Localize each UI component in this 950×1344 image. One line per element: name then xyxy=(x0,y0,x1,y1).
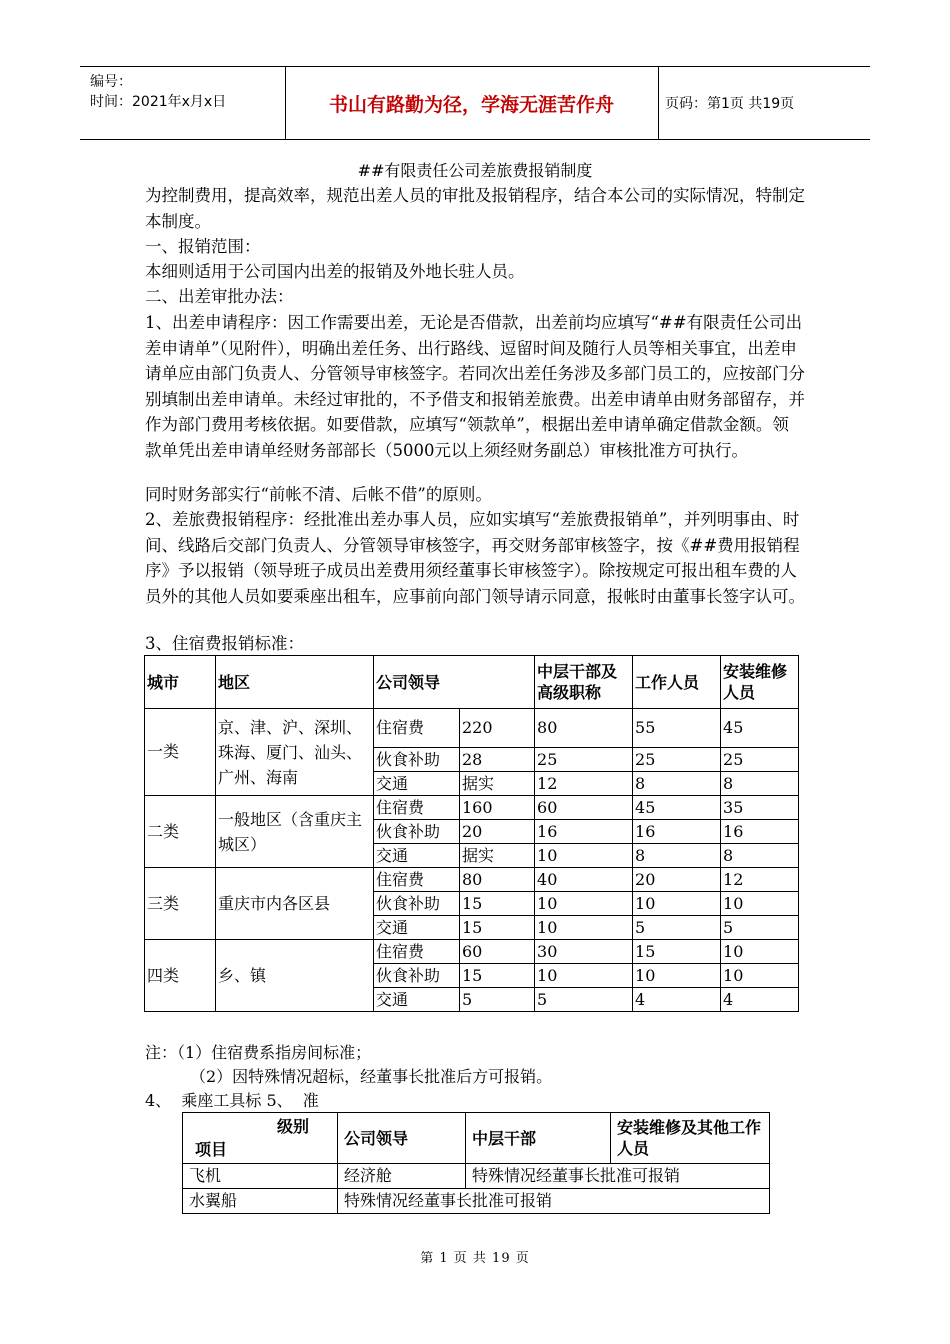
table-cell: 住宿费 xyxy=(374,940,460,964)
table-cell: 水翼船 xyxy=(183,1189,338,1214)
header-cell: 地区 xyxy=(216,656,374,709)
table-cell: 伙食补助 xyxy=(374,964,460,988)
table-cell: 4 xyxy=(633,988,721,1012)
table-cell: 住宿费 xyxy=(374,796,460,820)
paragraph: 1、出差申请程序：因工作需要出差，无论是否借款，出差前均应填写“##有限责任公司出差申请单”（见附件），明确出差任务、出行路线、逗留时间及随行人员等相关事宜，出差申请单应由部门负责人、分管领导审核签字。若同次出差任务涉及多部门员工的，应按部门分别填制出差申请单。未经过审批的，不予借支和报销差旅费。出差申请单由财务部留存，并作为部门费用考核依据。如要借款，应填写“领款单”，根据出差申请单确定借款金额。领款单凭出差申请单经财务部部长（5000元以上须经财务副总）审核批准方可执行。 xyxy=(145,313,805,460)
table-cell: 25 xyxy=(633,748,721,772)
table-cell: 16 xyxy=(721,820,799,844)
city-cell: 三类 xyxy=(145,868,216,940)
table-cell: 特殊情况经董事长批准可报销 xyxy=(466,1164,770,1189)
table-cell: 60 xyxy=(535,796,633,820)
table-cell: 10 xyxy=(721,892,799,916)
table-cell: 8 xyxy=(633,772,721,796)
header-cell: 中层干部及高级职称 xyxy=(535,656,633,709)
table-cell: 8 xyxy=(721,844,799,868)
paragraph: 同时财务部实行“前帐不清、后帐不借”的原则。 xyxy=(145,485,492,504)
table-cell: 40 xyxy=(535,868,633,892)
header-cell: 安装维修人员 xyxy=(721,656,799,709)
region-cell: 重庆市内各区县 xyxy=(216,868,374,940)
table-cell: 12 xyxy=(721,868,799,892)
table-cell: 5 xyxy=(721,916,799,940)
header-page-info: 页码：第1页 共19页 xyxy=(665,96,795,112)
header-divider xyxy=(658,67,659,139)
table-cell: 10 xyxy=(633,964,721,988)
header-meta xyxy=(90,72,226,112)
table-cell: 220 xyxy=(460,709,535,748)
accommodation-standard-table xyxy=(144,655,799,1012)
table-cell: 10 xyxy=(721,940,799,964)
table-cell: 据实 xyxy=(460,772,535,796)
table-cell: 特殊情况经董事长批准可报销 xyxy=(338,1189,770,1214)
city-cell: 一类 xyxy=(145,709,216,796)
table-cell: 5 xyxy=(460,988,535,1012)
table-cell: 伙食补助 xyxy=(374,748,460,772)
table-cell: 16 xyxy=(535,820,633,844)
transport-standard-table xyxy=(182,1112,770,1214)
table-cell: 55 xyxy=(633,709,721,748)
table-cell: 10 xyxy=(535,844,633,868)
table-cell: 80 xyxy=(535,709,633,748)
table-cell: 10 xyxy=(633,892,721,916)
section-heading: 3、住宿费报销标准： xyxy=(145,634,304,653)
table-cell: 20 xyxy=(460,820,535,844)
document-title: ##有限责任公司差旅费报销制度 xyxy=(357,161,593,180)
header-cell: 中层干部 xyxy=(466,1113,611,1164)
table-cell: 8 xyxy=(721,772,799,796)
table-cell: 5 xyxy=(633,916,721,940)
section-heading: 一、报销范围： xyxy=(145,237,261,256)
table-cell: 交通 xyxy=(374,772,460,796)
table-cell: 交通 xyxy=(374,844,460,868)
table-cell: 15 xyxy=(460,892,535,916)
table-cell: 伙食补助 xyxy=(374,820,460,844)
region-cell: 京、津、沪、深圳、珠海、厦门、汕头、广州、海南 xyxy=(216,709,374,796)
corner-top-label: 级别 xyxy=(276,1117,309,1136)
header-motto: 书山有路勤为径，学海无涯苦作舟 xyxy=(328,93,614,116)
region-cell: 一般地区（含重庆主城区） xyxy=(216,796,374,868)
table-cell: 15 xyxy=(633,940,721,964)
paragraph: 本细则适用于公司国内出差的报销及外地长驻人员。 xyxy=(145,262,525,281)
table-cell: 35 xyxy=(721,796,799,820)
table-cell: 16 xyxy=(633,820,721,844)
table-cell: 交通 xyxy=(374,916,460,940)
table-cell: 25 xyxy=(721,748,799,772)
table-cell: 20 xyxy=(633,868,721,892)
table-cell: 15 xyxy=(460,916,535,940)
corner-bottom-label: 项目 xyxy=(195,1140,228,1159)
paragraph: 2、差旅费报销程序：经批准出差办事人员，应如实填写“差旅费报销单”，并列明事由、时间、线路后交部门负责人、分管领导审核签字，再交财务部审核签字，按《##费用报销程序》予以报销（领导班子成员出差费用须经董事长审核签字）。除按规定可报出租车费的人员外的其他人员如要乘座出租车，应事前向部门领导请示同意，报帐时由董事长签字认可。 xyxy=(145,510,805,606)
note-2: （2）因特殊情况超标，经董事长批准后方可报销。 xyxy=(190,1067,553,1086)
table-cell: 8 xyxy=(633,844,721,868)
table-cell: 住宿费 xyxy=(374,868,460,892)
paragraph: 为控制费用，提高效率，规范出差人员的审批及报销程序，结合本公司的实际情况，特制定本制度。 xyxy=(145,186,805,231)
table-cell: 5 xyxy=(535,988,633,1012)
date-label: 时间：2021年x月x日 xyxy=(90,94,227,110)
table-cell: 住宿费 xyxy=(374,709,460,748)
city-cell: 四类 xyxy=(145,940,216,1012)
note-1: 注：（1）住宿费系指房间标准； xyxy=(145,1043,372,1062)
header-cell: 安装维修及其他工作人员 xyxy=(611,1113,770,1164)
header-cell: 公司领导 xyxy=(338,1113,466,1164)
page-footer: 第 1 页 共 19 页 xyxy=(420,1251,530,1266)
table-cell: 160 xyxy=(460,796,535,820)
table-cell: 12 xyxy=(535,772,633,796)
table-cell: 10 xyxy=(535,892,633,916)
table-cell: 经济舱 xyxy=(338,1164,466,1189)
section-heading: 4、 乘座工具标 5、 准 xyxy=(145,1091,319,1110)
table-cell: 30 xyxy=(535,940,633,964)
header-cell: 工作人员 xyxy=(633,656,721,709)
corner-header-cell xyxy=(183,1113,338,1164)
table-cell: 10 xyxy=(721,964,799,988)
table-cell: 45 xyxy=(721,709,799,748)
header-cell: 城市 xyxy=(145,656,216,709)
city-cell: 二类 xyxy=(145,796,216,868)
section-heading: 二、出差审批办法： xyxy=(145,287,294,306)
page-header xyxy=(80,66,870,140)
table-cell: 60 xyxy=(460,940,535,964)
header-cell: 公司领导 xyxy=(374,656,535,709)
table-cell: 80 xyxy=(460,868,535,892)
table-cell: 10 xyxy=(535,916,633,940)
table-cell: 交通 xyxy=(374,988,460,1012)
table-cell: 28 xyxy=(460,748,535,772)
table-cell: 45 xyxy=(633,796,721,820)
table-cell: 10 xyxy=(535,964,633,988)
table-cell: 4 xyxy=(721,988,799,1012)
table-cell: 15 xyxy=(460,964,535,988)
table-cell: 伙食补助 xyxy=(374,892,460,916)
code-label: 编号： xyxy=(90,74,132,90)
table-cell: 据实 xyxy=(460,844,535,868)
table-cell: 25 xyxy=(535,748,633,772)
region-cell: 乡、镇 xyxy=(216,940,374,1012)
table-cell: 飞机 xyxy=(183,1164,338,1189)
